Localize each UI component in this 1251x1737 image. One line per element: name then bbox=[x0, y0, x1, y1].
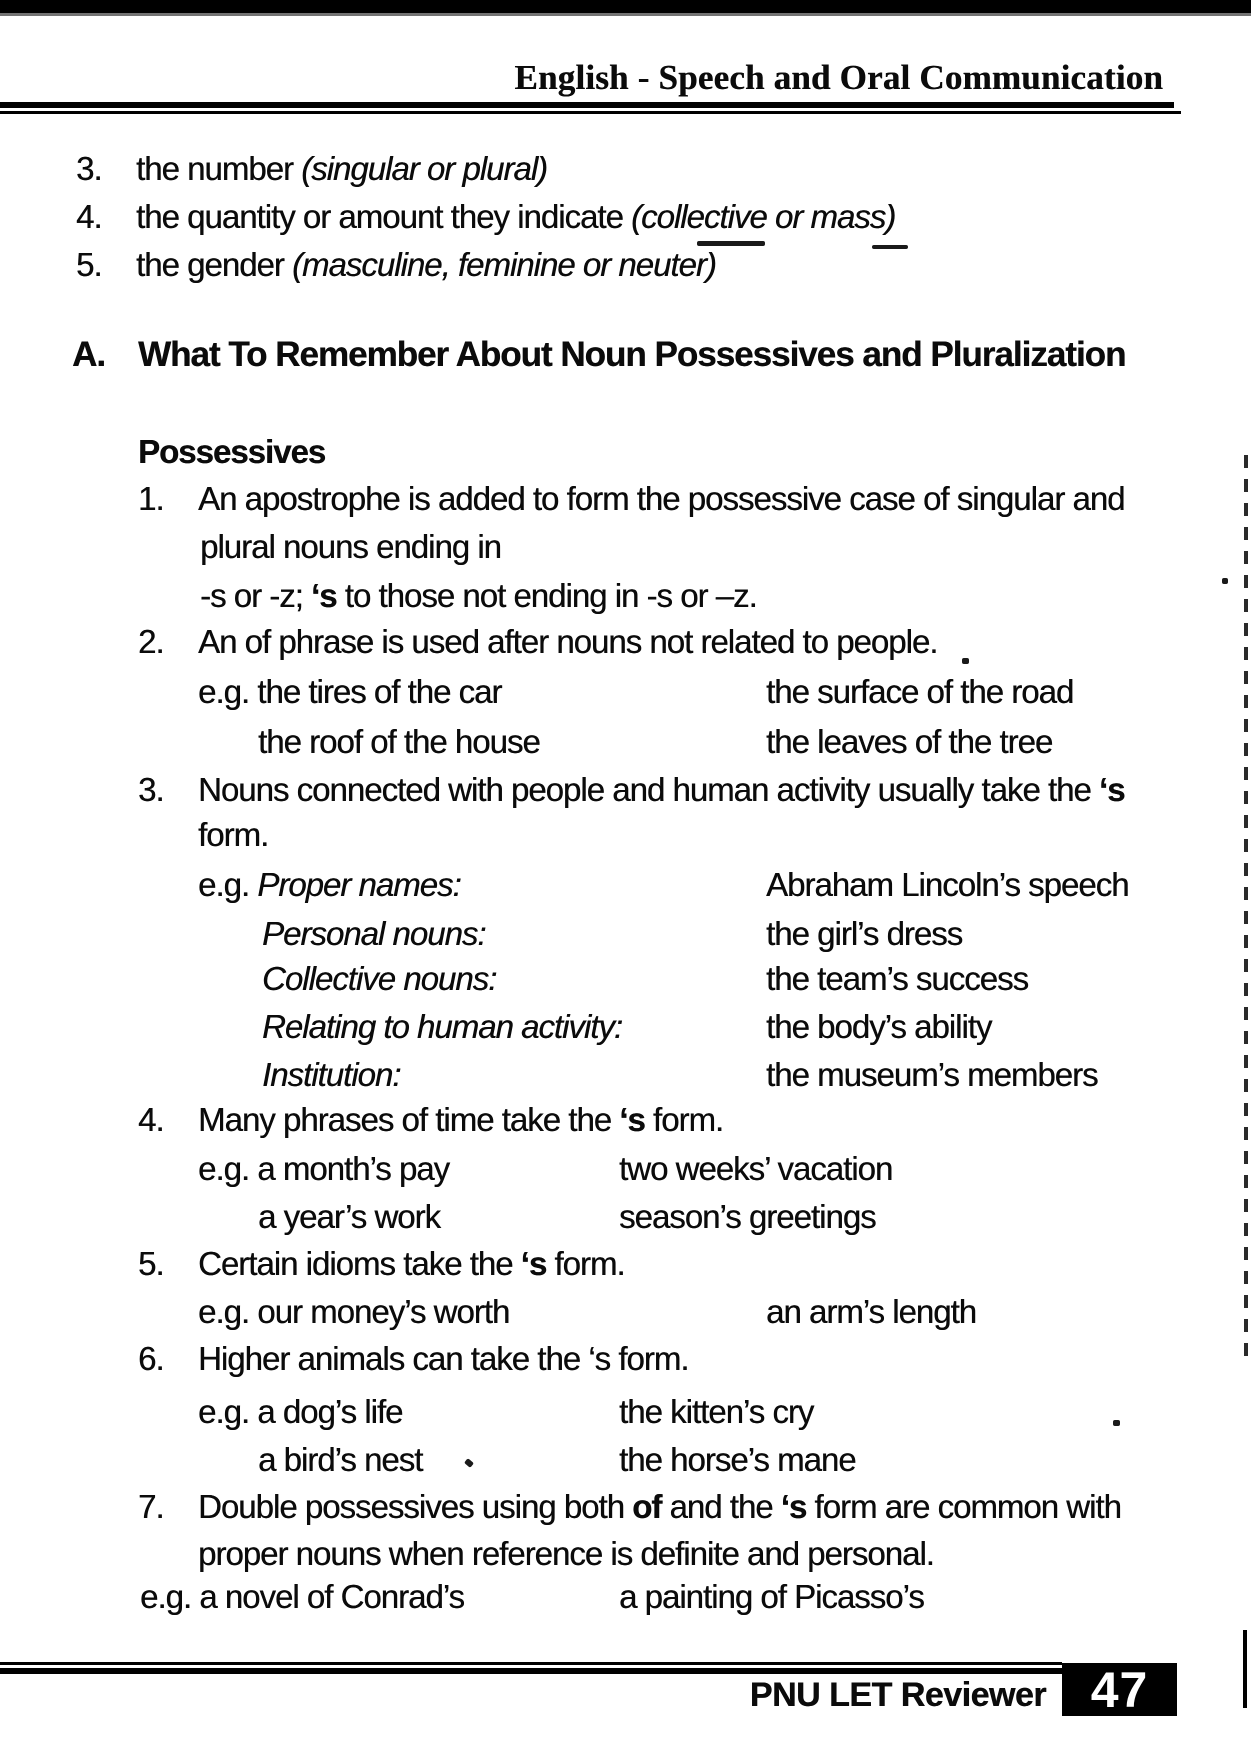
page-header-title: English - Speech and Oral Communication bbox=[514, 58, 1163, 97]
intro-item-4-plain: the quantity or amount they indicate bbox=[136, 198, 631, 235]
scan-artifact-speck-1 bbox=[962, 658, 969, 664]
item-1-line-2: plural nouns ending in bbox=[200, 528, 501, 565]
item-7-line-1-mid: and the bbox=[661, 1488, 781, 1525]
scan-artifact-vertical-line bbox=[1244, 455, 1248, 1365]
footer-rule-thin bbox=[0, 1662, 1062, 1665]
item-4-line-1-post: form. bbox=[644, 1101, 724, 1138]
item-5-line-1-pre: Certain idioms take the bbox=[198, 1245, 521, 1282]
item-7-number: 7. bbox=[138, 1488, 164, 1525]
item-4-number: 4. bbox=[138, 1101, 164, 1138]
item-4-example-2-left: a year’s work bbox=[258, 1198, 441, 1235]
footer-rule-thick bbox=[0, 1668, 1062, 1674]
intro-item-5-italic: (masculine, feminine or neuter) bbox=[291, 246, 716, 283]
item-3-label-collective-nouns: Collective nouns: bbox=[262, 960, 497, 997]
item-5-line-1-bold-s: ‘s bbox=[520, 1245, 547, 1282]
item-3-line-1-pre: Nouns connected with people and human activity usually take the bbox=[198, 771, 1099, 808]
intro-item-3-plain: the number bbox=[136, 150, 302, 187]
item-5-example-1-left: e.g. our money’s worth bbox=[198, 1293, 510, 1330]
item-3-label-proper-names: Proper names: bbox=[257, 866, 461, 903]
intro-item-3-number: 3. bbox=[76, 150, 102, 187]
intro-item-4-number: 4. bbox=[76, 198, 102, 235]
scan-artifact-speck-4 bbox=[1222, 578, 1228, 584]
item-6-example-2-right: the horse’s mane bbox=[619, 1441, 856, 1478]
item-2-example-1-right: the surface of the road bbox=[766, 673, 1074, 710]
intro-item-5-number: 5. bbox=[76, 246, 102, 283]
item-2-example-2-left: the roof of the house bbox=[258, 723, 540, 760]
item-1-line-3 bbox=[200, 579, 757, 613]
item-3-line-2: form. bbox=[198, 816, 269, 853]
item-7-line-1-pre: Double possessives using both bbox=[198, 1488, 633, 1525]
footer-brand: PNU LET Reviewer bbox=[749, 1676, 1046, 1714]
item-3-value-personal-nouns: the girl’s dress bbox=[766, 915, 963, 952]
scan-edge-bar-top-fray bbox=[0, 13, 1251, 16]
item-3-line-1-bold-s: ‘s bbox=[1098, 771, 1125, 808]
item-4-line-1 bbox=[198, 1103, 723, 1137]
item-4-example-1-left: e.g. a month’s pay bbox=[198, 1150, 450, 1187]
intro-item-4-italic: (collective or mass) bbox=[631, 198, 896, 235]
item-3-number: 3. bbox=[138, 771, 164, 808]
item-6-number: 6. bbox=[138, 1340, 164, 1377]
item-7-example-1-right: a painting of Picasso’s bbox=[619, 1578, 924, 1615]
intro-item-3-italic: (singular or plural) bbox=[301, 150, 548, 187]
intro-item-5-text bbox=[136, 248, 716, 282]
scan-artifact-dash-2 bbox=[872, 245, 908, 249]
item-5-example-1-right: an arm’s length bbox=[766, 1293, 977, 1330]
item-4-line-1-pre: Many phrases of time take the bbox=[198, 1101, 620, 1138]
item-3-example-row-1-left bbox=[198, 868, 461, 902]
item-1-line-1: An apostrophe is added to form the possessive case of singular and bbox=[198, 480, 1125, 517]
item-2-line-1: An of phrase is used after nouns not related to people. bbox=[198, 623, 938, 660]
item-1-line-3-bold-s: ‘s bbox=[311, 577, 337, 614]
item-7-line-1-post: form are common with bbox=[806, 1488, 1121, 1525]
item-1-number: 1. bbox=[138, 480, 164, 517]
intro-item-4-text bbox=[136, 200, 895, 234]
scan-artifact-dash-1 bbox=[697, 241, 765, 246]
page-number-badge: 47 bbox=[1062, 1663, 1177, 1716]
item-4-example-1-right: two weeks’ vacation bbox=[619, 1150, 893, 1187]
scan-artifact-speck-3 bbox=[1113, 1420, 1120, 1426]
possessives-subheading: Possessives bbox=[138, 433, 326, 470]
scan-artifact-vertical-line-bottom bbox=[1243, 1630, 1247, 1708]
item-6-example-1-left: e.g. a dog’s life bbox=[198, 1393, 403, 1430]
item-5-line-1-post: form. bbox=[546, 1245, 625, 1282]
item-3-example-row-1-right: Abraham Lincoln’s speech bbox=[766, 866, 1129, 903]
item-4-line-1-bold-s: ‘s bbox=[619, 1101, 645, 1138]
item-1-line-3-pre: -s or -z; bbox=[200, 577, 311, 614]
item-6-line-1: Higher animals can take the ‘s form. bbox=[198, 1340, 689, 1377]
header-rule-thick bbox=[0, 102, 1174, 108]
item-5-number: 5. bbox=[138, 1245, 164, 1282]
item-3-label-personal-nouns: Personal nouns: bbox=[262, 915, 486, 952]
header-rule-thin bbox=[0, 111, 1181, 114]
scan-artifact-speck-2 bbox=[464, 1458, 474, 1468]
item-7-line-1-bold-s: ‘s bbox=[780, 1488, 807, 1525]
scan-edge-bar-top bbox=[0, 0, 1251, 13]
item-2-example-2-right: the leaves of the tree bbox=[766, 723, 1053, 760]
intro-item-3-text bbox=[136, 152, 547, 186]
item-3-label-institution: Institution: bbox=[262, 1056, 401, 1093]
intro-item-5-plain: the gender bbox=[136, 246, 292, 283]
item-4-example-2-right: season’s greetings bbox=[619, 1198, 876, 1235]
item-6-example-1-right: the kitten’s cry bbox=[619, 1393, 814, 1430]
section-a-label: A. bbox=[72, 335, 105, 374]
item-7-line-1 bbox=[198, 1490, 1121, 1524]
item-3-line-1 bbox=[198, 773, 1124, 807]
item-7-line-2: proper nouns when reference is definite and personal. bbox=[198, 1535, 934, 1572]
item-1-line-3-post: to those not ending in -s or –z. bbox=[336, 577, 757, 614]
item-7-example-1-left: e.g. a novel of Conrad’s bbox=[140, 1578, 464, 1615]
item-3-value-human-activity: the body’s ability bbox=[766, 1008, 992, 1045]
section-a-title: What To Remember About Noun Possessives and Pluralization bbox=[138, 335, 1126, 374]
item-3-label-human-activity: Relating to human activity: bbox=[262, 1008, 623, 1045]
item-3-eg-prefix: e.g. bbox=[198, 866, 258, 903]
item-2-number: 2. bbox=[138, 623, 164, 660]
item-7-line-1-bold-of: of bbox=[632, 1488, 662, 1525]
item-6-example-2-left: a bird’s nest bbox=[258, 1441, 423, 1478]
item-3-value-collective-nouns: the team’s success bbox=[766, 960, 1029, 997]
item-3-value-institution: the museum’s members bbox=[766, 1056, 1098, 1093]
item-5-line-1 bbox=[198, 1247, 625, 1281]
item-2-example-1-left: e.g. the tires of the car bbox=[198, 673, 502, 710]
